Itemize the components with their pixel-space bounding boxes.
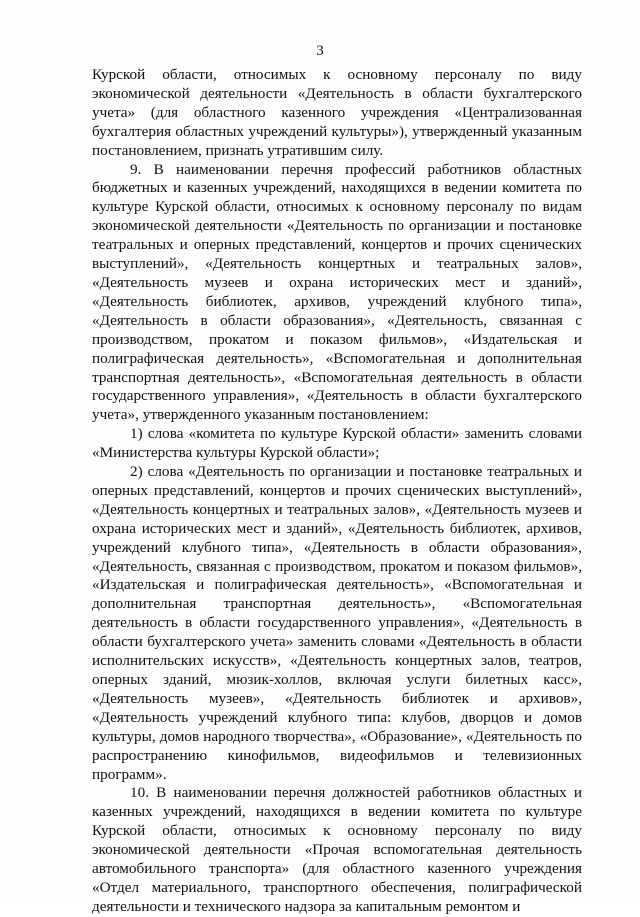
paragraph-subitem-1: 1) слова «комитета по культуре Курской области» заменить словами «Министерства культуры Курской области»; — [92, 425, 582, 462]
paragraph-subitem-2: 2) слова «Деятельность по организации и постановке театральных и оперных представлений, концертов и прочих сценических выступлений», «Деятельность концертных и театральных залов», «Деятельность музеев и охрана исторических мест и зданий», «Деятельность библиотек, архивов, учреждений клубного типа», «Деятельность в области образования», «Деятельность, связанная с производством, прокатом и показом фильмов», «Издательская и полиграфическая деятельность», «Вспомогательная и дополнительная транспортная деятельность», «Вспомогательная деятельность в области государственного управления», «Деятельность в области бухгалтерского учета» заменить словами «Деятельность в области исполнительских искусств», «Деятельность концертных залов, театров, оперных зданий, мюзик-холлов, включая услуги билетных касс», «Деятельность музеев», «Деятельность библиотек и архивов», «Деятельность учреждений клубного типа: клубов, дворцов и домов культуры, домов народного творчества», «Образование», «Деятельность по распространению кинофильмов, видеофильмов и телевизионных программ». — [92, 463, 582, 783]
paragraph-item-10: 10. В наименовании перечня должностей работников областных и казенных учреждений, находящихся в ведении комитета по культуре Курской области, относимых к основному персоналу по виду экономической деятельности «Прочая вспомогательная деятельность автомобильного транспорта» (для областного казенного учреждения «Отдел материального, транспортного обеспечения, полиграфической деятельности и технического надзора за капитальным ремонтом и — [92, 784, 582, 915]
paragraph-continuation: Курской области, относимых к основному персоналу по виду экономической деятельности «Деятельность в области бухгалтерского учета» (для областного казенного учреждения «Централизованная бухгалтерия областных учреждений культуры»), утвержденный указанным постановлением, признать утратившим силу. — [92, 66, 582, 159]
page-number: 3 — [316, 43, 324, 59]
document-body — [92, 66, 582, 917]
paragraph-item-9: 9. В наименовании перечня профессий работников областных бюджетных и казенных учреждений, находящихся в ведении комитета по культуре Курской области, относимых к основному персоналу по видам экономической деятельности «Деятельность по организации и постановке театральных и оперных представлений, концертов и прочих сценических выступлений», «Деятельность концертных и театральных залов», «Деятельность музеев и охрана исторических мест и зданий», «Деятельность библиотек, архивов, учреждений клубного типа», «Деятельность в области образования», «Деятельность, связанная с производством, прокатом и показом фильмов», «Издательская и полиграфическая деятельность», «Вспомогательная и дополнительная транспортная деятельность», «Вспомогательная деятельность в области государственного управления», «Деятельность в области бухгалтерского учета», утвержденного указанным постановлением: — [92, 160, 582, 424]
